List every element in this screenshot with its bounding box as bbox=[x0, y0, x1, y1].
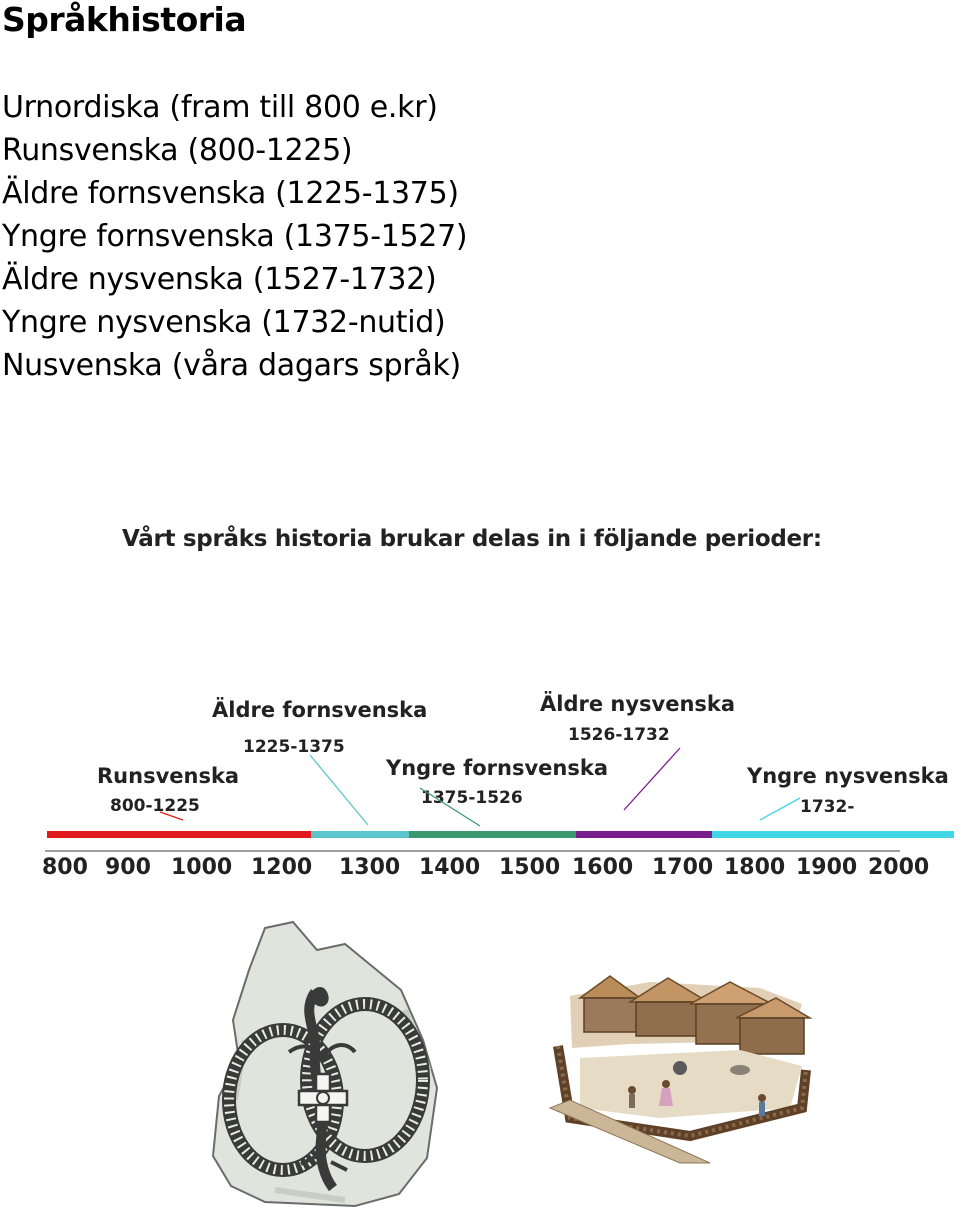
tick-label: 1600 bbox=[572, 855, 634, 880]
period-label-aldre-nysvenska: Äldre nysvenska bbox=[540, 692, 736, 716]
tick-label: 1200 bbox=[251, 855, 313, 880]
tick-labels bbox=[42, 855, 929, 880]
period-label-aldre-fornsvenska: Äldre fornsvenska bbox=[212, 698, 428, 722]
period-item: Runsvenska (800-1225) bbox=[2, 133, 353, 168]
tick-label: 1900 bbox=[796, 855, 858, 880]
period-years-runsvenska: 800-1225 bbox=[110, 796, 200, 816]
tick-label: 1300 bbox=[339, 855, 401, 880]
band-aldre-nysvenska bbox=[576, 831, 712, 838]
runestone-illustration bbox=[205, 920, 450, 1210]
page-title: Språkhistoria bbox=[2, 0, 247, 39]
viking-village-illustration bbox=[540, 958, 825, 1168]
pointer-aldre-nysvenska bbox=[624, 748, 680, 810]
period-years-aldre-fornsvenska: 1225-1375 bbox=[243, 737, 345, 757]
period-item: Äldre fornsvenska (1225-1375) bbox=[2, 176, 459, 211]
period-item: Äldre nysvenska (1527-1732) bbox=[2, 262, 437, 297]
band-aldre-fornsvenska bbox=[311, 831, 409, 838]
period-years-yngre-fornsvenska: 1375-1526 bbox=[421, 788, 523, 808]
band-runsvenska bbox=[47, 831, 311, 838]
period-list bbox=[2, 86, 467, 387]
pointer-yngre-nysvenska bbox=[760, 798, 800, 820]
pointer-aldre-fornsvenska bbox=[310, 755, 368, 825]
period-label-yngre-fornsvenska: Yngre fornsvenska bbox=[386, 756, 608, 780]
period-label-runsvenska: Runsvenska bbox=[97, 764, 240, 788]
band-yngre-fornsvenska bbox=[409, 831, 576, 838]
timeline-figure bbox=[0, 660, 960, 890]
period-years-aldre-nysvenska: 1526-1732 bbox=[568, 725, 670, 745]
period-item: Urnordiska (fram till 800 e.kr) bbox=[2, 90, 438, 125]
tick-label: 1400 bbox=[419, 855, 481, 880]
tick-label: 1500 bbox=[499, 855, 561, 880]
figure-heading: Vårt språks historia brukar delas in i följande perioder: bbox=[122, 526, 822, 552]
period-years-yngre-nysvenska: 1732- bbox=[800, 797, 855, 817]
period-label-yngre-nysvenska: Yngre nysvenska bbox=[747, 764, 949, 788]
period-item: Yngre nysvenska (1732-nutid) bbox=[2, 305, 446, 340]
tick-label: 800 bbox=[42, 855, 88, 880]
tick-label: 2000 bbox=[868, 855, 930, 880]
band-yngre-nysvenska bbox=[712, 831, 954, 838]
tick-label: 900 bbox=[105, 855, 151, 880]
tick-label: 1800 bbox=[724, 855, 786, 880]
tick-label: 1700 bbox=[652, 855, 714, 880]
tick-label: 1000 bbox=[171, 855, 233, 880]
period-item: Yngre fornsvenska (1375-1527) bbox=[2, 219, 468, 254]
period-item: Nusvenska (våra dagars språk) bbox=[2, 348, 461, 383]
